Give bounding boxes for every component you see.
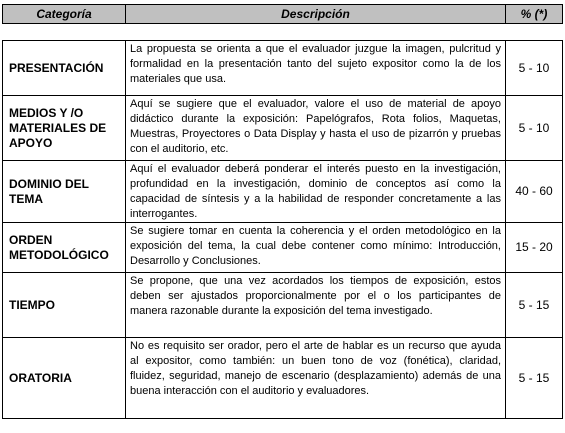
- category-cell: TIEMPO: [3, 273, 126, 338]
- percent-cell: 40 - 60: [506, 161, 563, 223]
- header-description: Descripción: [126, 5, 506, 24]
- description-cell: Aquí el evaluador deberá ponderar el interés puesto en la investigación, profundidad en la investigación, dominio de conceptos así como la capacidad de síntesis y a la habilidad de responder concretamente a las interrogantes.: [126, 161, 506, 223]
- header-table: [2, 4, 563, 24]
- description-cell: Se sugiere tomar en cuenta la coherencia y el orden metodológico en la exposición del tema, la cual debe contener como mínimo: Introducción, Desarrollo y Conclusiones.: [126, 223, 506, 273]
- description-cell: Aquí se sugiere que el evaluador, valore el uso de material de apoyo didáctico durante la exposición: Papelógrafos, Rota folios, Maquetas, Muestras, Proyectores o Data Display y hasta el uso de pizarrón y pruebas con el auditorio, etc.: [126, 96, 506, 161]
- percent-cell: 5 - 10: [506, 96, 563, 161]
- category-cell: ORATORIA: [3, 338, 126, 419]
- category-cell: PRESENTACIÓN: [3, 41, 126, 96]
- table-row: [3, 223, 563, 273]
- header-row: [3, 5, 563, 24]
- table-row: [3, 273, 563, 338]
- table-row: [3, 96, 563, 161]
- category-cell: DOMINIO DEL TEMA: [3, 161, 126, 223]
- percent-cell: 5 - 15: [506, 338, 563, 419]
- description-cell: No es requisito ser orador, pero el arte de hablar es un recurso que ayuda al expositor, como también: un buen tono de voz (fonética), claridad, fluidez, seguridad, manejo de escenario (desplazamiento) además de una buena interacción con el auditorio y evaluadores.: [126, 338, 506, 419]
- category-cell: ORDEN METODOLÓGICO: [3, 223, 126, 273]
- category-cell: MEDIOS Y /O MATERIALES DE APOYO: [3, 96, 126, 161]
- percent-cell: 15 - 20: [506, 223, 563, 273]
- header-percent: % (*): [506, 5, 563, 24]
- table-row: [3, 161, 563, 223]
- table-row: [3, 41, 563, 96]
- description-cell: La propuesta se orienta a que el evaluador juzgue la imagen, pulcritud y formalidad en la presentación tanto del sujeto expositor como la de los materiales que usa.: [126, 41, 506, 96]
- percent-cell: 5 - 10: [506, 41, 563, 96]
- header-category: Categoría: [3, 5, 126, 24]
- rubric-table: [2, 40, 563, 419]
- description-cell: Se propone, que una vez acordados los tiempos de exposición, estos deben ser ajustados proporcionalmente por el o los participantes de manera razonable durante la exposición del tema investigado.: [126, 273, 506, 338]
- table-row: [3, 338, 563, 419]
- percent-cell: 5 - 15: [506, 273, 563, 338]
